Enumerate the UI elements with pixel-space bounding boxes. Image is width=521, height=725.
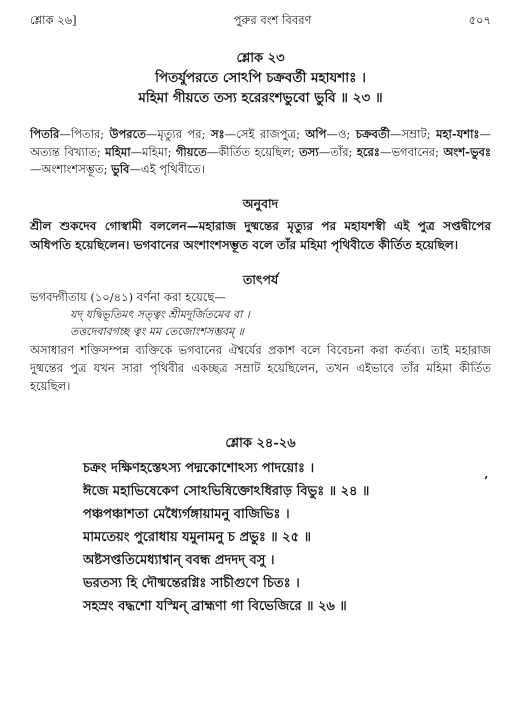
synonym-meaning: সেই রাজপুত্র; — [236, 127, 300, 141]
verse-23-heading: শ্লোক ২৩ — [236, 51, 285, 66]
synonym-meaning: ও; — [337, 127, 351, 141]
synonym-term: পিতরি — [30, 127, 60, 141]
translation-text: শ্রীল শুকদেব গোস্বামী বললেন—মহারাজ দুষ্মন্তের মৃত্যুর পর মহাযশস্বী এই পুত্র সপ্তদ্বীপের অধিপতি হয়েছিলেন। ভগবানের অংশাংশসম্ভূত বলে তাঁর মহিমা পৃথিবীতে কীর্তিত হয়েছিল। — [30, 218, 491, 252]
synonym-meaning: ভগবানের; — [391, 144, 440, 159]
synonym-term: হরেঃ — [356, 144, 380, 159]
verse-23-text — [30, 68, 491, 108]
synonym-term: ভুবি — [111, 162, 130, 176]
synonym-term: চক্রবর্তী — [355, 127, 390, 141]
synonym-meaning: তাঁর; — [330, 144, 353, 159]
synonym-meaning: অত্যন্ত বিখ্যাত; — [30, 144, 101, 159]
synonym-term: মহা-যশাঃ — [436, 127, 480, 141]
synonym-meaning: এই পৃথিবীতে। — [140, 162, 205, 176]
verse-24-26-text — [30, 457, 491, 618]
purport-intro: ভগবদ্গীতায় (১০/৪১) বর্ণনা করা হয়েছে— — [30, 289, 226, 304]
synonym-meaning: পিতার; — [70, 127, 105, 141]
verse-23-line: মহিমা গীয়তে তস্য হরেরংশভুবো ভুবি ॥ ২৩ ॥ — [138, 90, 383, 106]
synonym-term: তস্য — [299, 144, 319, 159]
verse-24-26-line: চক্রং দক্ষিণহস্তেঽস্য পদ্মকোশোঽস্য পাদয়োঃ । — [83, 460, 315, 476]
verse-23-line: পিতর্যুপরতে সোঽপি চক্রবর্তী মহাযশাঃ । — [155, 70, 366, 86]
page-header — [30, 12, 491, 30]
synonym-term: গীয়তে — [175, 144, 207, 159]
synonyms-paragraph: পিতরি—পিতার; উপরতে—মৃত্যুর পর; সঃ—সেই রাজপুত্র; অপি—ও; চক্রবর্তী—সম্রাট; মহা-যশাঃ—অত্যন্ত বিখ্যাত; মহিমা—মহিমা; গীয়তে—কীর্তিত হয়েছিল; তস্য—তাঁর; হরেঃ—ভগবানের; অংশ-ভুবঃ—অংশাংশসম্ভূত; ভুবি—এই পৃথিবীতে। — [30, 127, 492, 176]
synonym-meaning: সম্রাট; — [401, 127, 431, 141]
synonym-meaning: অংশাংশসম্ভূত; — [41, 162, 108, 176]
purport-body: অসাধারণ শক্তিসম্পন্ন ব্যক্তিকে ভগবানের ঐশ্বর্যের প্রকাশ বলে বিবেচনা করা কর্তব্য। তাই মহারাজ দুষ্মন্তের পুত্র যখন সারা পৃথিবীর একচ্ছত্র সম্রাট হয়েছিলেন, তখন এইভাবে তাঁর মহিমা কীর্তিত হয়েছিল। — [30, 342, 491, 393]
stray-mark: ’ — [484, 474, 489, 488]
synonym-meaning: মহিমা; — [142, 144, 172, 159]
translation-heading: অনুবাদ — [242, 195, 279, 211]
purport-heading: তাৎপর্য — [242, 271, 279, 287]
verse-24-26-line: পঞ্চপঞ্চাশতা মেধ্যৈর্গঙ্গায়ামনু বাজিভিঃ । — [83, 506, 290, 522]
gita-quote — [30, 306, 491, 340]
verse-24-26-heading: শ্লোক ২৪-২৬ — [225, 435, 296, 451]
synonym-term: মহিমা — [105, 144, 131, 159]
synonym-meaning: কীর্তিত হয়েছিল; — [218, 144, 295, 159]
verse-24-26-line: ভরতস্য হি দৌষ্মন্তেরগ্নিঃ সাচীগুণে চিতঃ । — [83, 575, 300, 591]
verse-24-26-line: ঈজে মহাভিষেকেণ সোঽভিষিক্তোঽধিরাড় বিভুঃ ॥ ২৪ ॥ — [83, 483, 370, 499]
synonym-term: অংশ-ভুবঃ — [443, 144, 492, 159]
synonym-term: উপরতে — [109, 127, 146, 141]
header-verse-ref: শ্লোক ২৬] — [30, 13, 77, 27]
gita-quote-line: তত্তদেবাবগচ্ছ ত্বং মম তেজোংশসম্ভবম্ ॥ — [70, 324, 244, 338]
verse-24-26-line: সহস্রং বদ্ধশো যস্মিন্ ব্রাহ্মণা গা বিভেজিরে ॥ ২৬ ॥ — [83, 598, 347, 614]
synonym-meaning: মৃত্যুর পর; — [157, 127, 206, 141]
verse-24-26-line: অষ্টসপ্ততিমেধ্যাশ্বান্ ববন্ধ প্রদদদ্ বসু । — [83, 552, 275, 568]
synonym-term: সঃ — [210, 127, 225, 141]
gita-quote-line: যদ্ যদ্বিভূতিমৎ সত্ত্বং শ্রীমদূর্জিতমেব বা । — [70, 307, 250, 321]
verse-24-26-line: মামতেয়ং পুরোধায় যমুনামনু চ প্রভুঃ ॥ ২৫ ॥ — [83, 529, 311, 545]
header-page-number: ৫০৭ — [468, 13, 491, 27]
header-chapter-title: পুরুর বংশ বিবরণ — [233, 13, 312, 27]
synonym-term: অপি — [305, 127, 327, 141]
